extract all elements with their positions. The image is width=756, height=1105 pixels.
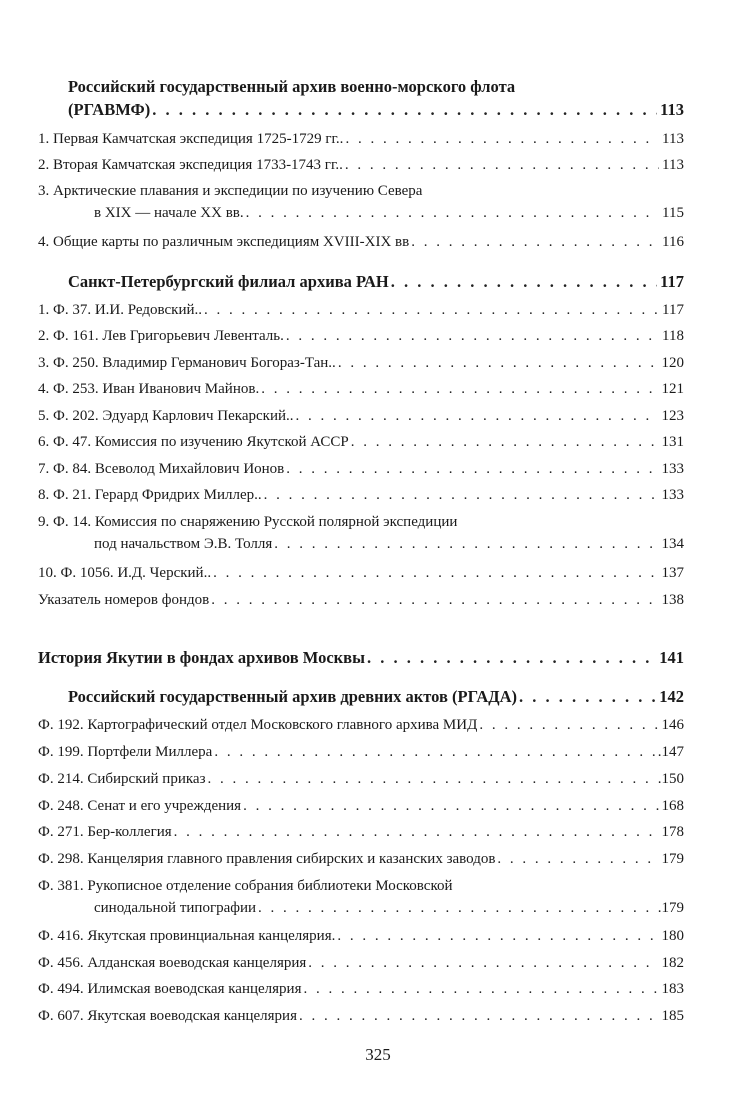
page-ref: 120 <box>661 355 684 371</box>
toc-entry-title: Ф. 607. Якутская воеводская канцелярия <box>38 1008 297 1024</box>
page-ref: 185 <box>661 1008 684 1024</box>
page-ref: .179 <box>657 900 684 916</box>
toc-entry-title-line1: Ф. 381. Рукописное отделение собрания библиотеки Московской <box>38 878 453 894</box>
toc-entry <box>38 716 684 735</box>
toc-entry-title: 2. Вторая Камчатская экспедиция 1733-1743 гг.. <box>38 157 343 173</box>
dot-leader <box>479 716 658 735</box>
page-ref: 180 <box>661 928 684 944</box>
toc-entry <box>38 1007 684 1026</box>
toc-entry-title: 6. Ф. 47. Комиссия по изучению Якутской АССР <box>38 434 349 450</box>
toc-entry-title-line1: 9. Ф. 14. Комиссия по снаряжению Русской полярной экспедиции <box>38 514 458 530</box>
toc-entry-title-line1: 3. Арктические плавания и экспедиции по изучению Севера <box>38 183 423 199</box>
section-heading-spb-title: Санкт-Петербургский филиал архива РАН <box>68 272 389 291</box>
toc-entry-title: Указатель номеров фондов <box>38 592 210 608</box>
page-ref: 141 <box>659 648 684 667</box>
page-ref: 116 <box>662 234 684 250</box>
toc-entry-title-line2: синодальной типографии <box>94 900 257 916</box>
dot-leader <box>338 354 659 373</box>
page-ref: 121 <box>661 381 684 397</box>
section-heading-rgada-title: Российский государственный архив древних актов (РГАДА) <box>68 687 517 706</box>
page-ref: 123 <box>661 408 684 424</box>
toc-entry <box>38 850 684 869</box>
dot-leader <box>519 687 656 706</box>
toc-entry-title: 1. Ф. 37. И.И. Редовский.. <box>38 302 202 318</box>
page-ref: 113 <box>662 131 684 147</box>
toc-entry <box>38 433 684 452</box>
toc-entry <box>38 980 684 999</box>
toc-entry-title: Ф. 456. Алданская воеводская канцелярия <box>38 955 307 971</box>
toc-entry <box>38 407 684 426</box>
page-ref: 142 <box>659 687 684 706</box>
toc-entry <box>38 460 684 479</box>
toc-entry <box>38 743 684 762</box>
section-heading-rgavmf <box>38 77 684 119</box>
dot-leader <box>286 327 659 346</box>
toc-entry <box>38 130 684 149</box>
toc-entry <box>38 380 684 399</box>
dot-leader <box>391 272 657 291</box>
chapter-heading-moscow <box>38 648 684 667</box>
dot-leader <box>296 407 659 426</box>
page-ref: 134 <box>661 536 684 552</box>
dot-leader <box>174 823 659 842</box>
dot-leader <box>208 770 655 789</box>
toc-entry-title-line2: под начальством Э.В. Толля <box>94 536 273 552</box>
dot-leader <box>211 591 658 610</box>
toc-entry <box>38 301 684 320</box>
dot-leader <box>204 301 659 320</box>
toc-entry <box>38 591 684 610</box>
dot-leader <box>345 156 659 175</box>
toc-entry <box>38 823 684 842</box>
page-ref: 133 <box>661 461 684 477</box>
toc-entry-title: 10. Ф. 1056. И.Д. Черский.. <box>38 565 212 581</box>
page-ref: 168 <box>661 798 684 814</box>
dot-leader <box>213 564 658 583</box>
dot-leader <box>286 460 658 479</box>
page-ref: 113 <box>660 100 684 119</box>
page-ref: 131 <box>661 434 684 450</box>
dot-leader <box>303 980 658 999</box>
dot-leader <box>258 899 655 918</box>
toc-entry-title: Ф. 298. Канцелярия главного правления сибирских и казанских заводов <box>38 851 496 867</box>
toc-entry <box>38 354 684 373</box>
section-heading-rgavmf-line1: Российский государственный архив военно-морского флота <box>68 77 516 96</box>
toc-entry-title: Ф. 494. Илимская воеводская канцелярия <box>38 981 302 997</box>
dot-leader <box>261 380 658 399</box>
dot-leader <box>246 204 659 223</box>
toc-entry-title: Ф. 199. Портфели Миллера <box>38 744 213 760</box>
dot-leader <box>214 743 654 762</box>
toc-entry-title: Ф. 416. Якутская провинциальная канцелярия. <box>38 928 336 944</box>
page-ref: 118 <box>662 328 684 344</box>
dot-leader <box>367 648 656 667</box>
toc-entry-title: Ф. 271. Бер-коллегия <box>38 824 172 840</box>
dot-leader <box>264 486 659 505</box>
dot-leader <box>411 233 659 252</box>
toc-entry-title: 2. Ф. 161. Лев Григорьевич Левенталь. <box>38 328 284 344</box>
page-ref: 137 <box>661 565 684 581</box>
section-heading-rgavmf-line2: (РГАВМФ) <box>68 100 151 119</box>
toc-entry <box>38 486 684 505</box>
dot-leader <box>243 797 658 816</box>
page-ref: 113 <box>662 157 684 173</box>
toc-entry-title: 5. Ф. 202. Эдуард Карлович Пекарский.. <box>38 408 294 424</box>
page-ref: 138 <box>661 592 684 608</box>
toc-entry <box>38 156 684 175</box>
toc-entry <box>38 233 684 252</box>
toc-entry-title: 4. Ф. 253. Иван Иванович Майнов. <box>38 381 260 397</box>
toc-entry-title-line2: в XIX — начале XX вв. <box>94 205 244 221</box>
toc-entry <box>38 954 684 973</box>
toc-entry <box>38 877 684 918</box>
page-ref: 178 <box>661 824 684 840</box>
dot-leader <box>345 130 659 149</box>
toc-entry-title: 8. Ф. 21. Герард Фридрих Миллер.. <box>38 487 262 503</box>
toc-entry-title: 7. Ф. 84. Всеволод Михайлович Ионов <box>38 461 285 477</box>
toc-entry-title: 4. Общие карты по различным экспедициям XVIII-XIX вв <box>38 234 410 250</box>
toc-entry <box>38 797 684 816</box>
section-heading-spb-branch <box>38 272 684 291</box>
dot-leader <box>497 850 658 869</box>
dot-leader <box>351 433 659 452</box>
section-heading-rgada <box>38 687 684 706</box>
chapter-heading-moscow-title: История Якутии в фондах архивов Москвы <box>38 648 365 667</box>
dot-leader <box>337 927 658 946</box>
dot-leader <box>308 954 658 973</box>
dot-leader <box>274 535 658 554</box>
toc-entry-title: 3. Ф. 250. Владимир Германович Богораз-Тан.. <box>38 355 336 371</box>
toc-entry <box>38 513 684 554</box>
toc-entry-title: Ф. 192. Картографический отдел Московского главного архива МИД <box>38 717 478 733</box>
page-ref: 117 <box>660 272 684 291</box>
toc-entry <box>38 770 684 789</box>
page-ref: 133 <box>661 487 684 503</box>
toc-entry <box>38 182 684 223</box>
toc-entry <box>38 927 684 946</box>
toc-entry <box>38 564 684 583</box>
toc-entry-title: 1. Первая Камчатская экспедиция 1725-1729 гг.. <box>38 131 344 147</box>
page-ref: 179 <box>661 851 684 867</box>
page-ref: .147 <box>657 744 684 760</box>
toc-entry-title: Ф. 214. Сибирский приказ <box>38 771 206 787</box>
page-ref: 115 <box>662 205 684 221</box>
dot-leader <box>299 1007 659 1026</box>
page-ref: 117 <box>662 302 684 318</box>
toc-entry <box>38 327 684 346</box>
page-number: 325 <box>365 1045 391 1064</box>
dot-leader <box>152 100 657 119</box>
page-ref: 183 <box>661 981 684 997</box>
page-ref: 182 <box>661 955 684 971</box>
page-ref: 146 <box>661 717 684 733</box>
page-ref: .150 <box>657 771 684 787</box>
toc-entry-title: Ф. 248. Сенат и его учреждения <box>38 798 242 814</box>
